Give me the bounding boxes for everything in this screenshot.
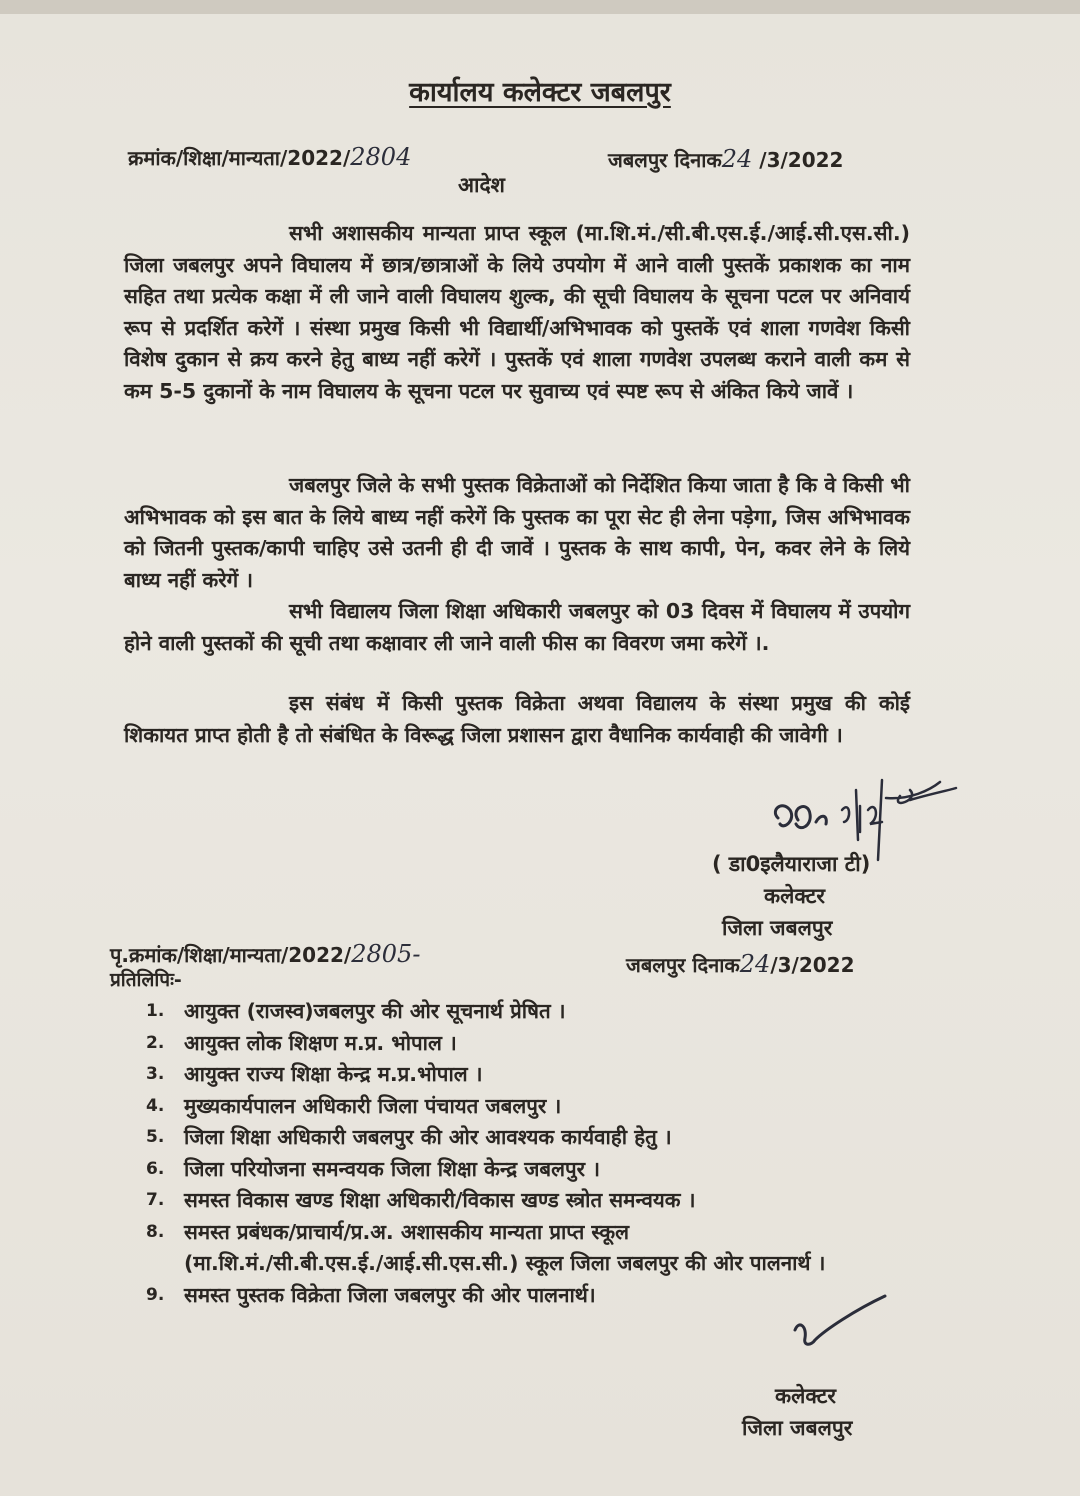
list-item: 3. आयुक्त राज्य शिक्षा केन्द्र म.प्र.भोपाल । (146, 1062, 483, 1086)
order-date-day-handwritten: 24 (721, 145, 753, 173)
copy-to-label: प्रतिलिपिः- (110, 969, 182, 991)
order-date: जबलपुर दिनाक24 /3/2022 (608, 145, 844, 173)
list-item: 5. जिला शिक्षा अधिकारी जबलपुर की ओर आवश्यक कार्यवाही हेतु । (146, 1125, 672, 1149)
footer-designation: कलेक्टर (775, 1384, 836, 1408)
signatory-name: ( डा0इलैयाराजा टी) (712, 852, 871, 876)
list-item: 4. मुख्यकार्यपालन अधिकारी जिला पंचायत जबलपुर । (146, 1093, 562, 1118)
initial-signature (785, 1290, 905, 1360)
order-number-handwritten: 2804 (350, 143, 412, 171)
signatory-designation: कलेक्टर (764, 884, 825, 908)
list-item: 6. जिला परियोजना समन्वयक जिला शिक्षा केन्द्र जबलपुर । (146, 1156, 600, 1181)
signatory-district: जिला जबलपुर (722, 916, 833, 940)
footer-district: जिला जबलपुर (742, 1416, 853, 1440)
list-item: 8. समस्त प्रबंधक/प्राचार्य/प्र.अ. अशासकीय मान्यता प्राप्त स्कूल (मा.शि.मं./सी.बी.एस.ई./आई.सी.एस.सी.) स्कूल जिला जबलपुर की ओर पालनार्थ । (146, 1219, 826, 1275)
list-item: 2. आयुक्त लोक शिक्षण म.प्र. भोपाल । (146, 1030, 457, 1055)
copy-number-handwritten: 2805 (351, 940, 413, 968)
copy-reference: पृ.क्रमांक/शिक्षा/मान्यता/2022/2805- (110, 940, 421, 968)
copy-date-day-handwritten: 24 (739, 950, 771, 978)
office-title: कार्यालय कलेक्टर जबलपुर (409, 77, 671, 108)
order-paragraph-4: इस संबंध में किसी पुस्तक विक्रेता अथवा विद्यालय के संस्था प्रमुख की कोई शिकायत प्राप्त होती है तो संबंधित के विरूद्ध जिला प्रशासन द्वारा वैधानिक कार्यवाही की जावेगी । (124, 691, 910, 747)
list-item: 9. समस्त पुस्तक विक्रेता जिला जबलपुर की ओर पालनार्थ। (146, 1282, 596, 1307)
scan-top-edge (0, 0, 1080, 14)
copy-date: जबलपुर दिनाक24/3/2022 (626, 950, 855, 978)
order-paragraph-3: सभी विद्यालय जिला शिक्षा अधिकारी जबलपुर को 03 दिवस में विघालय में उपयोग होने वाली पुस्तकों की सूची तथा कक्षावार ली जाने वाली फीस का विवरण जमा करेगें ।. (124, 599, 910, 655)
list-item: 1. आयुक्त (राजस्व)जबलपुर की ओर सूचनार्थ प्रेषित । (146, 999, 566, 1023)
order-reference: क्रमांक/शिक्षा/मान्यता/2022/2804 (128, 143, 412, 171)
order-paragraph-1: सभी अशासकीय मान्यता प्राप्त स्कूल (मा.शि.मं./सी.बी.एस.ई./आई.सी.एस.सी.) जिला जबलपुर अपने विघालय में छात्र/छात्राओं के लिये उपयोग में आने वाली पुस्तकें प्रकाशक का नाम सहित तथा प्रत्येक कक्षा में ली जाने वाली विघालय शुल्क, की सूची विघालय के सूचना पटल पर अनिवार्य रूप से प्रदर्शित करेगें । संस्था प्रमुख किसी भी विद्यार्थी/अभिभावक को पुस्तकें एवं शाला गणवेश किसी विशेष दुकान से क्रय करने हेतु बाध्य नहीं करेगें । पुस्तकें एवं शाला गणवेश उपलब्ध कराने वाली कम से कम 5-5 दुकानों के नाम विघालय के सूचना पटल पर सुवाच्य एवं स्पष्ट रूप से अंकित किये जावें । (124, 221, 910, 403)
order-heading: आदेश (458, 173, 505, 197)
order-paragraph-2: जबलपुर जिले के सभी पुस्तक विक्रेताओं को निर्देशित किया जाता है कि वे किसी भी अभिभावक को इस बात के लिये बाध्य नहीं करेगें कि पुस्तक का पूरा सेट ही लेना पड़ेगा, जिस अभिभावक को जितनी पुस्तक/कापी चाहिए उसे उतनी ही दी जावें । पुस्तक के साथ कापी, पेन, कवर लेने के लिये बाध्य नहीं करेगें । (124, 473, 910, 592)
list-item: 7. समस्त विकास खण्ड शिक्षा अधिकारी/विकास खण्ड स्त्रोत समन्वयक । (146, 1188, 696, 1212)
copy-recipient-list (146, 996, 866, 1311)
